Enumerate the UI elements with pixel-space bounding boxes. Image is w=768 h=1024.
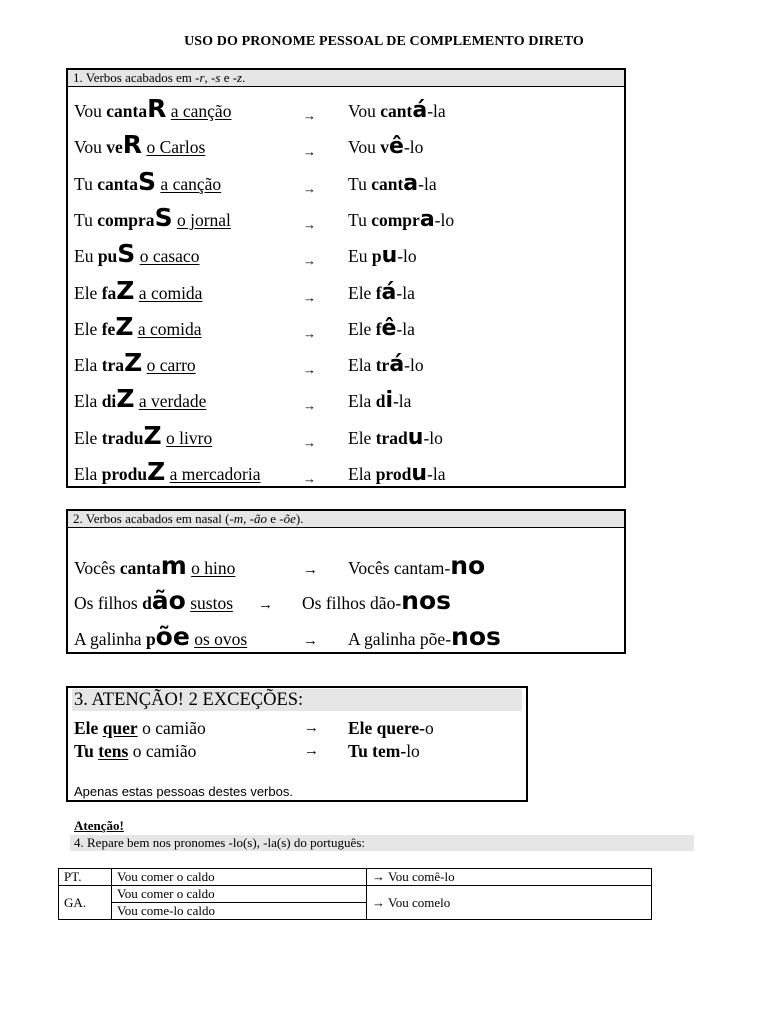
verb-ending: a	[419, 206, 435, 232]
verb-text: Vocês cantam-	[348, 558, 451, 578]
direct-object: o casaco	[139, 246, 200, 267]
verb-stem: tra	[101, 355, 125, 376]
subject: Ela	[348, 391, 376, 412]
direct-object: o Carlos	[146, 137, 206, 158]
pronoun: -la	[427, 464, 446, 484]
pronoun-phrase	[348, 388, 412, 414]
verb-ending: Z	[116, 384, 135, 414]
original-phrase	[74, 239, 200, 269]
direct-object: a comida	[137, 318, 202, 339]
subject: Tu	[348, 209, 372, 230]
original-phrase	[74, 622, 248, 651]
verb-stem: fe	[101, 318, 116, 339]
verb-stem: cant	[371, 173, 404, 194]
arrow: →	[303, 253, 316, 269]
conjugation-row	[68, 165, 624, 195]
verb-stem: tradu	[101, 427, 144, 448]
pronoun: -la	[418, 173, 437, 194]
verb-ending: ê	[389, 134, 404, 160]
verb-stem: di	[101, 391, 117, 412]
conjugation-row	[68, 274, 624, 304]
verb-ending: Z	[147, 457, 166, 486]
original-phrase	[74, 202, 231, 232]
conjugation-row	[68, 128, 624, 158]
pronoun-phrase	[348, 461, 446, 486]
original-phrase	[74, 384, 207, 414]
verb-ending: m	[160, 551, 187, 580]
subject: A galinha	[74, 629, 146, 649]
verb-ending: R	[147, 94, 167, 123]
verb-ending: S	[138, 166, 157, 196]
verb-ending: S	[117, 239, 136, 269]
subject: Ele	[348, 427, 376, 448]
subject: Ele	[74, 318, 102, 339]
pronoun: -lo	[403, 137, 424, 158]
page-title: USO DO PRONOME PESSOAL DE COMPLEMENTO DIRETO	[184, 34, 584, 49]
verb-ending: i	[385, 388, 393, 414]
section-1-box	[66, 68, 626, 488]
original-phrase	[74, 94, 232, 123]
section-1-header: 1. Verbos acabados em -r, -s e -z.	[68, 70, 624, 87]
direct-object: o hino	[191, 558, 236, 578]
verb-stem: f	[375, 282, 382, 303]
section-2-header: 2. Verbos acabados em nasal (-m, -ão e -õe).	[68, 511, 624, 528]
arrow: →	[303, 325, 316, 341]
ga-phrase-1: Vou comer o caldo	[112, 886, 367, 903]
subject: Eu	[348, 246, 372, 267]
verb-stem: canta	[106, 101, 148, 121]
verb-stem: compra	[97, 209, 155, 230]
subject: Vou	[74, 101, 107, 121]
direct-object: o livro	[166, 427, 213, 448]
pronoun: -la	[427, 101, 446, 121]
pronoun-phrase	[348, 134, 424, 160]
verb-stem: canta	[97, 173, 139, 194]
subject: Ele	[348, 282, 376, 303]
verb-stem: trad	[375, 427, 408, 448]
arrow: →	[303, 633, 318, 649]
arrow: →	[303, 471, 316, 486]
subject: Vou	[74, 137, 107, 158]
subject: Vou	[348, 137, 381, 158]
original-phrase	[74, 420, 213, 450]
direct-object: a canção	[170, 101, 232, 121]
verb-stem: compr	[371, 209, 420, 230]
verb-stem: fa	[101, 282, 117, 303]
direct-object: sustos	[190, 593, 234, 613]
verb-ending: á	[389, 352, 405, 378]
direct-object: o carro	[146, 355, 196, 376]
original-phrase	[74, 166, 222, 196]
verb-stem: f	[375, 318, 382, 339]
verb-ending: Z	[124, 348, 143, 378]
verb-ending: ão	[151, 586, 186, 615]
verb-text: Os filhos dão-	[302, 593, 402, 613]
arrow: →	[303, 434, 316, 450]
original-phrase	[74, 311, 202, 341]
attention-label: Atenção!	[74, 818, 124, 833]
verb-stem: d	[375, 391, 386, 412]
exception-row-2: Tu tens o camião	[74, 741, 197, 761]
original-phrase	[74, 551, 236, 580]
subject: Vocês	[74, 558, 120, 578]
comparison-table	[58, 868, 652, 920]
arrow: →	[303, 216, 316, 232]
direct-object: o jornal	[176, 209, 231, 230]
subject: Tu	[74, 209, 98, 230]
conjugation-row	[68, 419, 624, 449]
conjugation-row	[68, 346, 624, 376]
pronoun-phrase	[348, 551, 486, 580]
subject: Ela	[74, 355, 102, 376]
pronoun: nos	[401, 586, 452, 615]
conjugation-row	[68, 201, 624, 231]
nasal-row	[68, 620, 624, 650]
nasal-row	[68, 584, 624, 614]
direct-object: a canção	[160, 173, 222, 194]
pronoun-phrase	[348, 315, 415, 341]
original-phrase	[74, 457, 261, 486]
verb-stem: produ	[101, 464, 148, 484]
direct-object: a comida	[138, 282, 203, 303]
arrow: →	[303, 562, 318, 578]
table-row	[59, 869, 652, 886]
arrow: →	[303, 108, 316, 123]
pronoun: -la	[396, 318, 415, 339]
verb-ending: Z	[116, 275, 135, 305]
verb-ending: u	[407, 424, 424, 450]
verb-ending: á	[412, 98, 428, 123]
pronoun: -lo	[434, 209, 455, 230]
verb-stem: canta	[119, 558, 161, 578]
verb-ending: u	[381, 243, 398, 269]
conjugation-row	[68, 92, 624, 122]
subject: Eu	[74, 246, 98, 267]
verb-ending: R	[122, 130, 143, 160]
subject: Ele	[74, 282, 102, 303]
pt-result: → Vou comê-lo	[367, 869, 652, 886]
subject: Ele	[74, 427, 102, 448]
section-3-box	[66, 686, 528, 802]
arrow: →	[303, 398, 316, 414]
arrow: →	[303, 180, 316, 196]
exceptions-note: Apenas estas pessoas destes verbos.	[74, 784, 293, 799]
arrow: →	[304, 720, 319, 736]
exception-result-1: Ele quere-o	[348, 718, 434, 738]
verb-text: A galinha põe-	[348, 629, 452, 649]
original-phrase	[74, 130, 206, 160]
verb-stem: tr	[375, 355, 390, 376]
direct-object: a verdade	[138, 391, 207, 412]
verb-stem: p	[371, 246, 382, 267]
verb-stem: d	[142, 593, 152, 613]
pronoun-phrase	[348, 206, 455, 232]
verb-stem: pu	[97, 246, 118, 267]
section-3-header: 3. ATENÇÃO! 2 EXCEÇÕES:	[72, 689, 522, 711]
verb-ending: u	[411, 461, 428, 486]
subject: Os filhos	[74, 593, 143, 613]
verb-ending: á	[381, 279, 397, 305]
subject: Ele	[348, 318, 376, 339]
verb-stem: prod	[375, 464, 412, 484]
verb-stem: ve	[106, 137, 123, 158]
verb-ending: õe	[155, 622, 190, 651]
table-row	[59, 886, 652, 903]
exception-row-1: Ele quer o camião	[74, 718, 206, 738]
original-phrase	[74, 275, 203, 305]
section-4-header: 4. Repare bem nos pronomes -lo(s), -la(s) do português:	[70, 835, 694, 851]
pronoun: -la	[392, 391, 412, 412]
pronoun: no	[450, 551, 486, 580]
pronoun: -lo	[397, 246, 417, 267]
subject: Tu	[348, 173, 372, 194]
subject: Ela	[74, 464, 102, 484]
pronoun-phrase	[348, 243, 417, 269]
conjugation-row	[68, 237, 624, 267]
pronoun: -lo	[404, 355, 424, 376]
subject: Vou	[348, 101, 381, 121]
direct-object: a mercadoria	[169, 464, 261, 484]
pronoun-phrase	[348, 98, 446, 123]
subject: Tu	[74, 173, 98, 194]
original-phrase	[74, 348, 196, 378]
verb-ending: Z	[143, 420, 162, 450]
pronoun-phrase	[348, 279, 415, 305]
arrow: →	[303, 362, 316, 378]
subject: Ela	[348, 355, 376, 376]
verb-stem: cant	[380, 101, 413, 121]
conjugation-row	[68, 455, 624, 485]
verb-stem: p	[145, 629, 156, 649]
pronoun-phrase	[348, 424, 443, 450]
verb-ending: Z	[115, 311, 134, 341]
pronoun-phrase	[302, 586, 452, 615]
pt-label: PT.	[59, 869, 112, 886]
pronoun: nos	[451, 622, 501, 651]
conjugation-row	[68, 382, 624, 412]
pronoun: -la	[396, 282, 415, 303]
conjugation-row	[68, 310, 624, 340]
pronoun-phrase	[348, 352, 424, 378]
arrow: →	[303, 289, 316, 305]
direct-object: os ovos	[194, 629, 248, 649]
subject: Ela	[74, 391, 102, 412]
ga-phrase-2: Vou come-lo caldo	[112, 903, 367, 920]
verb-ending: S	[154, 202, 173, 232]
arrow: →	[258, 597, 273, 613]
pt-phrase: Vou comer o caldo	[112, 869, 367, 886]
pronoun-phrase	[348, 622, 501, 651]
section-2-box	[66, 509, 626, 654]
arrow: →	[304, 743, 319, 759]
verb-ending: ê	[381, 315, 397, 341]
subject: Ela	[348, 464, 376, 484]
verb-ending: a	[403, 170, 419, 196]
verb-stem: v	[380, 137, 390, 158]
nasal-row	[68, 549, 624, 579]
ga-result: → Vou comelo	[367, 886, 652, 920]
original-phrase	[74, 586, 234, 615]
arrow: →	[303, 144, 316, 160]
ga-label: GA.	[59, 886, 112, 920]
exception-result-2: Tu tem-lo	[348, 741, 420, 761]
pronoun: -lo	[423, 427, 443, 448]
pronoun-phrase	[348, 170, 437, 196]
